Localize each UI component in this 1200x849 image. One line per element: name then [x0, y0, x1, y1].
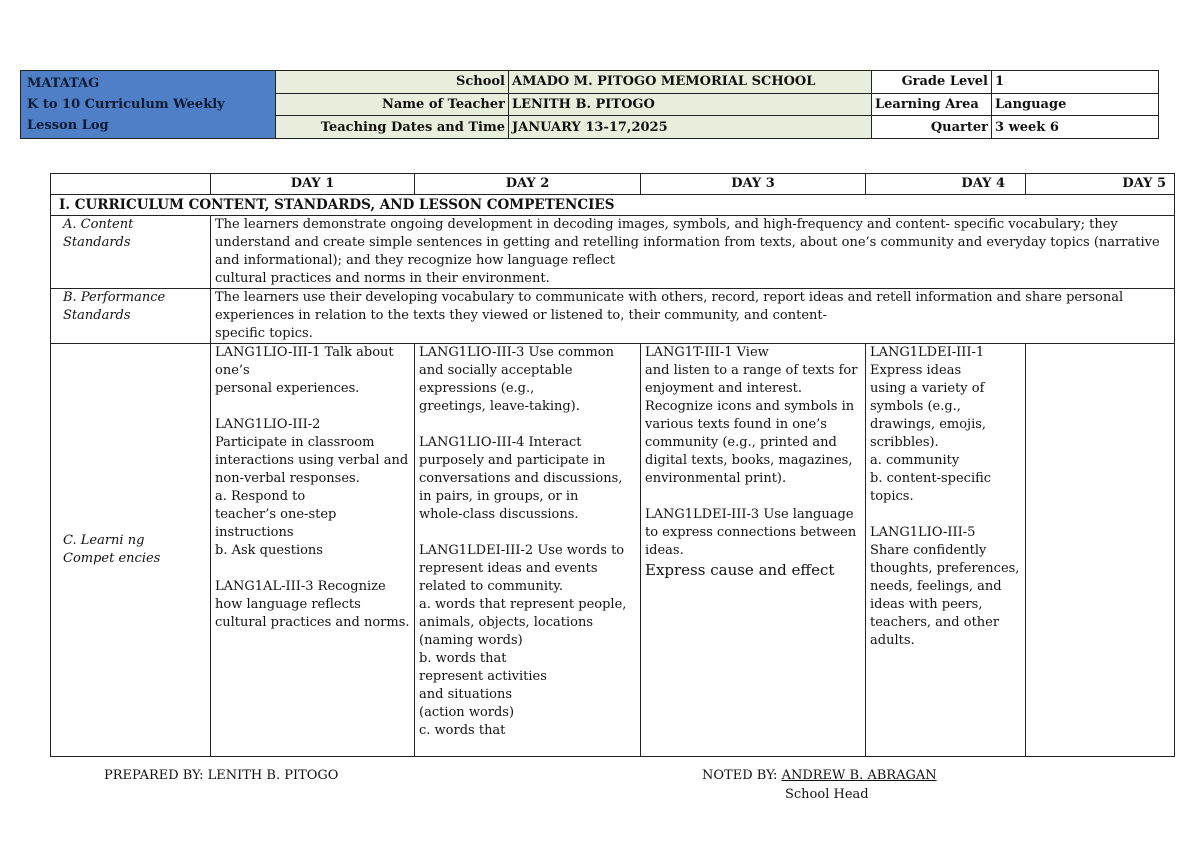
quarter-label: Quarter	[872, 116, 992, 139]
quarter-value: 3 week 6	[992, 116, 1159, 139]
day-header-row	[51, 174, 1175, 195]
title-line-1: MATATAG	[27, 76, 100, 91]
prepared-by: PREPARED BY: LENITH B. PITOGO	[104, 768, 339, 783]
day-3-header: DAY 3	[641, 174, 866, 195]
performance-standards-text: The learners use their developing vocabulary to communicate with others, record, report ideas and retell information and share personal experiences in relation to the texts they viewed or listened to, their community, and content- specific topics.	[211, 289, 1175, 344]
learning-competencies-label-line-2: Compet encies	[63, 551, 161, 566]
school-label: School	[276, 71, 509, 94]
lesson-log-title	[21, 71, 276, 139]
day-2-competencies	[415, 344, 641, 757]
section-title: I. CURRICULUM CONTENT, STANDARDS, AND LESSON COMPETENCIES	[51, 195, 1175, 216]
performance-standards-label-line-2: Standards	[63, 308, 131, 323]
dates-label: Teaching Dates and Time	[276, 116, 509, 139]
day-3-competencies	[641, 344, 866, 757]
content-standards-text: The learners demonstrate ongoing development in decoding images, symbols, and high-frequency and content- specific vocabulary; they understand and create simple sentences in getting and retelling information from texts, about one’s community and everyday topics (narrative and informational); and they recognize how language reflect cultural practices and norms in their environment.	[211, 216, 1175, 289]
noted-by-title: School Head	[785, 787, 869, 802]
performance-standards-label-line-1: B. Performance	[63, 290, 166, 305]
day-2-competencies-text: LANG1LIO-III-3 Use common and socially acceptable expressions (e.g., greetings, leave-taking). LANG1LIO-III-4 Interact purposely and participate in conversations and discussions, in pairs, in groups, or in whole-class discussions. LANG1LDEI-III-2 Use words to represent ideas and events related to community. a. words that represent people, animals, objects, locations (naming words) b. words that represent activities and situations (action words) c. words that	[419, 345, 627, 738]
area-label: Learning Area	[872, 93, 992, 116]
learning-competencies-label-line-1: C. Learni ng	[63, 533, 145, 548]
corner-cell	[51, 174, 211, 195]
title-line-3: Lesson Log	[27, 118, 109, 133]
school-value: AMADO M. PITOGO MEMORIAL SCHOOL	[509, 71, 872, 94]
day-2-header: DAY 2	[415, 174, 641, 195]
section-row	[51, 195, 1175, 216]
noted-by-label: NOTED BY:	[702, 768, 782, 783]
teacher-value: LENITH B. PITOGO	[509, 93, 872, 116]
content-standards-label	[51, 216, 211, 289]
day-5-header: DAY 5	[1026, 174, 1175, 195]
day-4-competencies-text: LANG1LDEI-III-1 Express ideas using a variety of symbols (e.g., drawings, emojis, scribbles). a. community b. content-specific topics. LANG1LIO-III-5 Share confidently thoughts, preferences, needs, feelings, and ideas with peers, teachers, and other adults.	[870, 345, 1020, 648]
day-5-competencies-text	[1030, 344, 1170, 756]
performance-standards-label	[51, 289, 211, 344]
performance-standards-row	[51, 289, 1175, 344]
header-table	[20, 70, 1159, 139]
noted-by	[702, 768, 937, 783]
area-value: Language	[992, 93, 1159, 116]
day-5-competencies	[1026, 344, 1175, 757]
day-4-header: DAY 4	[866, 174, 1026, 195]
content-standards-label-line-2: Standards	[63, 235, 131, 250]
day-1-competencies	[211, 344, 415, 757]
teacher-label: Name of Teacher	[276, 93, 509, 116]
day-1-competencies-text: LANG1LIO-III-1 Talk about one’s personal experiences. LANG1LIO-III-2 Participate in classroom interactions using verbal and non-verbal responses. a. Respond to teacher’s one-step instructions b. Ask questions LANG1AL-III-3 Recognize how language reflects cultural practices and norms.	[215, 345, 410, 630]
day-4-competencies	[866, 344, 1026, 757]
content-standards-row	[51, 216, 1175, 289]
learning-competencies-label	[51, 344, 211, 757]
dates-value: JANUARY 13-17,2025	[509, 116, 872, 139]
content-standards-label-line-1: A. Content	[63, 217, 134, 232]
grade-value: 1	[992, 71, 1159, 94]
lesson-table	[50, 173, 1175, 757]
grade-label: Grade Level	[872, 71, 992, 94]
day-3-competencies-text: LANG1T-III-1 View and listen to a range of texts for enjoyment and interest. Recognize icons and symbols in various texts found in one’s community (e.g., printed and digital texts, books, magazines, environmental print). LANG1LDEI-III-3 Use language to express connections between ideas.	[645, 345, 858, 558]
noted-by-name: ANDREW B. ABRAGAN	[781, 768, 937, 783]
day-1-header: DAY 1	[211, 174, 415, 195]
day-3-cause-effect: Express cause and effect	[645, 561, 835, 579]
title-line-2: K to 10 Curriculum Weekly	[27, 97, 225, 112]
learning-competencies-row	[51, 344, 1175, 757]
